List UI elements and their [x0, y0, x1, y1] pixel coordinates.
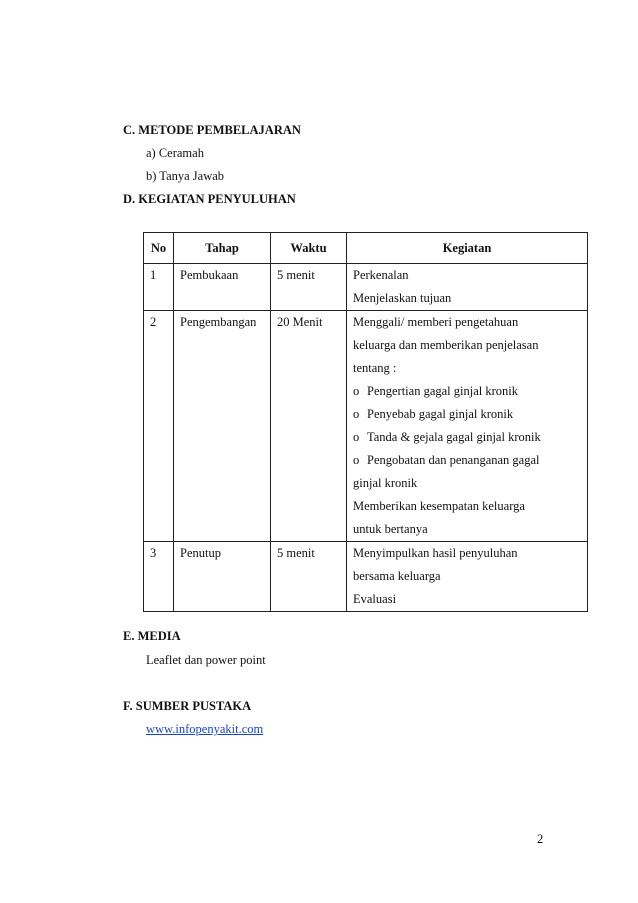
section-d-heading: D. KEGIATAN PENYULUHAN: [123, 192, 296, 206]
kegiatan-line: [353, 380, 581, 403]
kegiatan-line: [353, 403, 581, 426]
kegiatan-text: Menjelaskan tujuan: [353, 291, 452, 305]
kegiatan-line: [353, 426, 581, 449]
cell-waktu: 5 menit: [271, 264, 347, 311]
bullet-icon: o: [353, 453, 360, 467]
cell-waktu: 5 menit: [271, 542, 347, 612]
bullet-icon: o: [353, 384, 360, 398]
section-f-heading: F. SUMBER PUSTAKA: [123, 699, 252, 713]
cell-kegiatan: [347, 542, 588, 612]
kegiatan-line: [353, 449, 581, 472]
kegiatan-line: [353, 311, 581, 334]
cell-no: 2: [144, 311, 174, 542]
cell-tahap: Pengembangan: [174, 311, 271, 542]
kegiatan-text: Menggali/ memberi pengetahuan: [353, 315, 519, 329]
kegiatan-text: untuk bertanya: [353, 522, 428, 536]
cell-kegiatan: [347, 311, 588, 542]
section-e-heading: E. MEDIA: [123, 629, 181, 643]
section-c-heading: C. METODE PEMBELAJARAN: [123, 123, 301, 137]
cell-kegiatan: [347, 264, 588, 311]
header-kegiatan: Kegiatan: [347, 233, 588, 264]
kegiatan-text: Memberikan kesempatan keluarga: [353, 499, 525, 513]
cell-no: 1: [144, 264, 174, 311]
cell-no: 3: [144, 542, 174, 612]
kegiatan-text: Perkenalan: [353, 268, 409, 282]
cell-waktu: 20 Menit: [271, 311, 347, 542]
page-number: 2: [537, 832, 544, 846]
kegiatan-line: [353, 334, 581, 357]
activity-table: [143, 232, 588, 612]
cell-tahap: Penutup: [174, 542, 271, 612]
kegiatan-text: Menyimpulkan hasil penyuluhan: [353, 546, 518, 560]
kegiatan-text: Tanda & gejala gagal ginjal kronik: [367, 430, 541, 444]
table-row: [144, 542, 588, 612]
table-row: [144, 264, 588, 311]
kegiatan-text: Pengertian gagal ginjal kronik: [367, 384, 519, 398]
table-body: [144, 264, 588, 612]
kegiatan-text: ginjal kronik: [353, 476, 418, 490]
kegiatan-line: [353, 357, 581, 380]
kegiatan-line: [353, 518, 581, 541]
kegiatan-line: [353, 495, 581, 518]
method-item-ceramah: a) Ceramah: [146, 146, 204, 160]
reference-link[interactable]: www.infopenyakit.com: [146, 722, 264, 736]
kegiatan-line: [353, 287, 581, 310]
bullet-icon: o: [353, 430, 360, 444]
header-tahap: Tahap: [174, 233, 271, 264]
cell-tahap: Pembukaan: [174, 264, 271, 311]
table-header-row: [144, 233, 588, 264]
kegiatan-line: [353, 565, 581, 588]
table-row: [144, 311, 588, 542]
kegiatan-text: Pengobatan dan penanganan gagal: [367, 453, 540, 467]
kegiatan-line: [353, 472, 581, 495]
kegiatan-line: [353, 588, 581, 611]
method-item-tanya-jawab: b) Tanya Jawab: [146, 169, 225, 183]
bullet-icon: o: [353, 407, 360, 421]
kegiatan-text: Penyebab gagal ginjal kronik: [367, 407, 514, 421]
header-waktu: Waktu: [271, 233, 347, 264]
kegiatan-text: Evaluasi: [353, 592, 397, 606]
kegiatan-text: bersama keluarga: [353, 569, 441, 583]
header-no: No: [144, 233, 174, 264]
kegiatan-line: [353, 264, 581, 287]
kegiatan-text: tentang :: [353, 361, 397, 375]
kegiatan-text: keluarga dan memberikan penjelasan: [353, 338, 539, 352]
kegiatan-line: [353, 542, 581, 565]
media-text: Leaflet dan power point: [146, 653, 266, 667]
